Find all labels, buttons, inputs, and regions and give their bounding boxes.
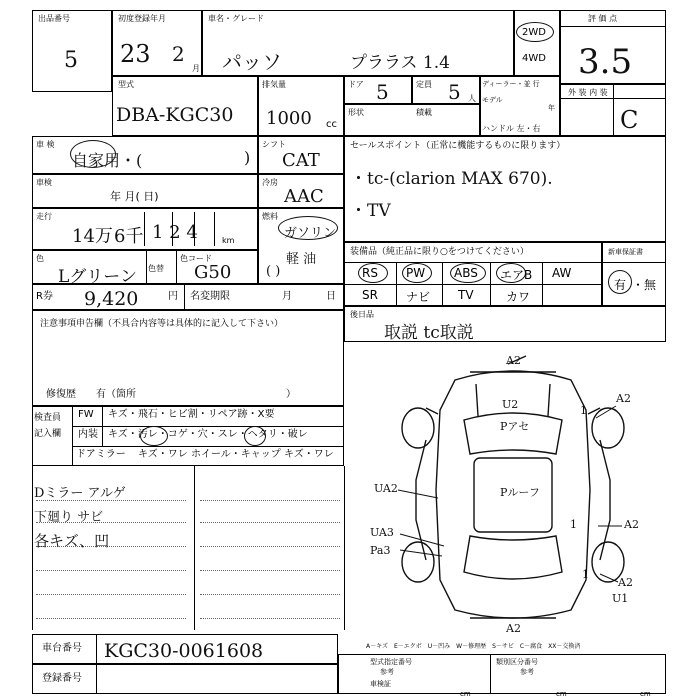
warranty-no: 無 xyxy=(644,278,657,292)
equipment-option: SR xyxy=(362,288,378,302)
shape-cell xyxy=(344,104,480,136)
note-left-2: 下廻り サビ xyxy=(34,510,104,525)
chassis-number-label: 車台番号 xyxy=(42,643,82,654)
year-suffix: 年 xyxy=(548,104,555,112)
inspect-row-items: キズ・ワレ ホイール・キャップ キズ・ワレ xyxy=(138,449,334,460)
note-left-3: 各キズ、凹 xyxy=(34,532,110,550)
model-year-label: モデル xyxy=(482,96,503,104)
score-label: 評 価 点 xyxy=(588,14,618,23)
reference-left: 参考 xyxy=(380,668,394,676)
shift-label: シフト xyxy=(262,140,286,149)
mark-left-low1: UA3 xyxy=(370,526,394,539)
warranty-sep: ・ xyxy=(632,278,645,292)
year-month-day: 年 月( 日) xyxy=(110,190,159,203)
cooling-value: AAC xyxy=(284,186,324,207)
registration-number-label: 登録番号 xyxy=(42,673,82,684)
damage-legend: A－キズ E－エクボ U－凹み W－修理歴 S－サビ C－腐食 XX－交換済 xyxy=(366,643,581,650)
sales-line-2: ・TV xyxy=(350,201,391,221)
handle-label: ハンドル 左・右 xyxy=(482,124,541,133)
inspection-date-label: 車検 xyxy=(36,178,52,187)
sales-point-label: セールスポイント（正常に機能するものに限ります） xyxy=(350,141,566,151)
fuel-light-value: 軽 油 xyxy=(286,252,317,267)
drive-2wd-circle xyxy=(516,22,554,42)
mileage-man: 14万 xyxy=(72,226,113,247)
inspector-label: 検査員 xyxy=(34,413,62,423)
notes-header: 注意事項申告欄（不具合内容等は具体的に記入して下さい） xyxy=(40,319,284,329)
drive-4wd-label: 4WD xyxy=(522,53,546,64)
recycle-label: R券 xyxy=(36,291,53,302)
gasoline-circle xyxy=(278,216,338,240)
mark-front-p: Pアセ xyxy=(500,420,530,433)
equipment-option: PW xyxy=(406,266,426,280)
hole-circle xyxy=(244,426,266,446)
model-grade-label: 車名・グレード xyxy=(208,14,264,23)
mark-tick-2: 1 xyxy=(570,518,577,531)
private-use-circle xyxy=(70,140,116,168)
doors-label: ドア xyxy=(348,80,364,89)
color-value: Lグリーン xyxy=(58,267,137,287)
mark-right-front: A2 xyxy=(616,392,631,405)
warranty-yes-circle xyxy=(608,270,632,294)
cm-right: cm xyxy=(640,690,651,698)
stain-circle xyxy=(140,426,168,446)
chassis-number-value: KGC30-0061608 xyxy=(104,640,264,662)
inspect-row-label: FW xyxy=(78,409,94,420)
drive-2wd-label: 2WD xyxy=(522,27,546,38)
score-value: 3.5 xyxy=(578,42,633,82)
recycle-fee-value: 9,420 xyxy=(84,288,139,310)
color-label: 色 xyxy=(36,254,44,263)
cooling-label: 冷房 xyxy=(262,178,278,187)
sales-line-1: ・tc-(clarion MAX 670). xyxy=(350,169,553,189)
displacement-value: 1000 xyxy=(266,108,312,129)
car-damage-diagram xyxy=(360,350,666,636)
sales-point-cell xyxy=(344,136,666,242)
model-type-value: DBA-KGC30 xyxy=(116,104,234,126)
month-label: 月 xyxy=(282,291,292,302)
capacity-label: 定員 xyxy=(416,80,432,89)
recycle-cell xyxy=(32,284,344,310)
inspection-expiry-label: 車検証 xyxy=(370,680,391,688)
inspect-row-items: キズ・飛石・ヒビ割・リペア跡・X要 xyxy=(108,409,275,420)
capacity-unit: 人 xyxy=(468,94,476,103)
cm-mid: cm xyxy=(556,690,567,698)
mark-front: A2 xyxy=(506,354,521,367)
reference-right: 参考 xyxy=(520,668,534,676)
mark-roof: Pルーフ xyxy=(500,486,540,499)
equipment-label: 装備品（純正品に限り○をつけてください） xyxy=(350,247,529,257)
mileage-sen: 6千 xyxy=(114,226,144,247)
model-type-label: 型式 xyxy=(118,80,134,89)
equipment-selected-circle xyxy=(496,263,526,283)
inspection-cell xyxy=(32,136,258,174)
grade-value: プララス 1.4 xyxy=(350,53,450,73)
mileage-label: 走行 xyxy=(36,212,52,221)
equipment-option: ナビ xyxy=(406,290,431,304)
model-designation-label: 型式指定番号 xyxy=(370,658,412,666)
inspect-row-items: キズ・汚レ・コゲ・穴・スレ・ヘタリ・破レ xyxy=(108,429,308,440)
inspect-row-label: 内装 xyxy=(78,429,98,440)
warranty-yes: 有 xyxy=(614,278,627,292)
load-label: 積載 xyxy=(416,108,432,117)
lot-number-value: 5 xyxy=(64,48,78,73)
first-reg-month: 2 xyxy=(172,42,185,66)
lot-number-label: 出品番号 xyxy=(38,14,70,23)
shape-label: 形状 xyxy=(348,108,364,117)
equipment-option: ABS xyxy=(454,266,478,280)
equipment-selected-circle xyxy=(358,263,388,283)
exterior-grade-value: C xyxy=(620,106,639,134)
inspection-type-value: 自家用・( xyxy=(72,151,143,170)
entry-field-label: 記入欄 xyxy=(34,429,62,439)
fuel-parens: ( ) xyxy=(266,264,281,279)
displacement-label: 排気量 xyxy=(262,80,286,89)
new-warranty-label: 新車保証書 xyxy=(608,248,643,256)
mark-tick-1: 1 xyxy=(580,404,587,417)
mark-right-mid: A2 xyxy=(624,518,639,531)
rear-seat-note: 取説 tc取説 xyxy=(384,323,474,343)
equipment-option: カワ xyxy=(506,290,531,304)
cc-unit: cc xyxy=(326,119,337,130)
equipment-option: TV xyxy=(458,288,474,302)
color-change-label: 色替 xyxy=(148,264,164,273)
km-unit: km xyxy=(222,236,235,245)
repair-history: 修復歴 有（箇所 ） xyxy=(46,389,296,400)
inspect-row-label: ドアミラー xyxy=(76,449,126,460)
note-left-1: Dミラー アルゲ xyxy=(34,486,126,501)
shift-value: CAT xyxy=(282,150,320,171)
category-number-label: 類別区分番号 xyxy=(496,658,538,666)
day-label: 日 xyxy=(326,291,336,302)
dealer-label: ディーラー・並 行 xyxy=(482,80,540,88)
mark-tick-3: 1 xyxy=(582,568,589,581)
make-value: パッソ xyxy=(222,50,282,74)
rear-seat-label: 後日品 xyxy=(350,310,374,319)
yen-label: 円 xyxy=(168,291,178,302)
color-code-value: G50 xyxy=(194,262,232,283)
mark-front-u: U2 xyxy=(502,398,519,411)
cm-left: cm xyxy=(460,690,471,698)
mark-right-low2: U1 xyxy=(612,592,629,605)
mark-right-low: A2 xyxy=(618,576,633,589)
capacity-value: 5 xyxy=(448,80,461,104)
mark-left-mid: UA2 xyxy=(374,482,398,495)
mark-left-low2: Pa3 xyxy=(370,544,391,557)
inspection-close: ) xyxy=(244,148,251,167)
fuel-gas-value: ガソリン xyxy=(284,226,337,241)
doors-value: 5 xyxy=(376,80,389,104)
fuel-label: 燃料 xyxy=(262,212,278,221)
equipment-option: エアB xyxy=(500,268,533,282)
month-char: 月 xyxy=(192,64,200,73)
drive-cell xyxy=(514,10,560,76)
equipment-option: RS xyxy=(362,266,378,280)
mileage-rest: 1 2 4 xyxy=(152,222,198,243)
equipment-selected-circle xyxy=(402,263,432,283)
mark-rear: A2 xyxy=(506,622,521,635)
first-reg-year: 23 xyxy=(120,40,151,68)
inspection-label: 車 検 xyxy=(36,140,55,149)
exterior-interior-label: 外 装 内 装 xyxy=(568,88,608,97)
equipment-option: AW xyxy=(552,266,572,280)
equipment-selected-circle xyxy=(450,263,486,283)
color-code-label: 色コード xyxy=(180,254,212,263)
name-change-label: 名変期限 xyxy=(190,291,230,302)
first-registration-label: 初度登録年月 xyxy=(118,14,166,23)
